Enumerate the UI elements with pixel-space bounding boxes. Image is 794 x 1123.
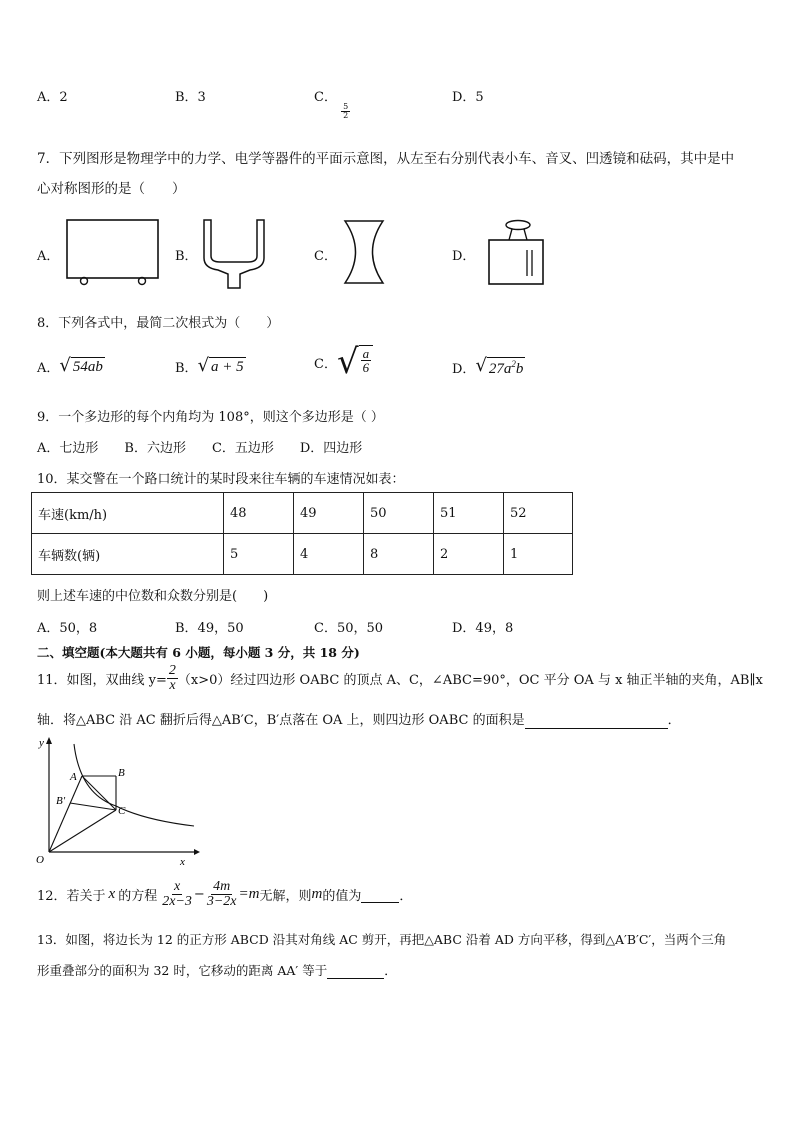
table-cell: 1 bbox=[504, 534, 573, 575]
weight-icon bbox=[485, 218, 547, 286]
table-cell: 49 bbox=[294, 493, 364, 534]
table-cell: 车速(km/h) bbox=[32, 493, 224, 534]
q6-option-c-fraction: $\frac{5}{2}$ bbox=[343, 102, 349, 120]
q11-stem-line2: 轴．将△ABC 沿 AC 翻折后得△AB′C，B′点落在 OA 上，则四边形 OABC 的面积是 ． bbox=[37, 713, 681, 728]
q7-stem-line1: 7．下列图形是物理学中的力学、电学等器件的平面示意图，从左至右分别代表小车、音叉、凹透镜和砝码，其中是中 bbox=[37, 151, 735, 167]
q6-option-c bbox=[314, 86, 350, 120]
q6-option-a: A．2 bbox=[37, 90, 68, 105]
cart-icon bbox=[64, 218, 164, 286]
speed-table bbox=[31, 492, 573, 575]
q6-option-c-label: C． bbox=[314, 90, 337, 105]
q7-stem-line2: 心对称图形的是（ ） bbox=[37, 181, 186, 197]
table-cell: 4 bbox=[294, 534, 364, 575]
q8-option-d-label: D． bbox=[452, 362, 476, 377]
q6-option-b: B．3 bbox=[175, 90, 206, 105]
q10-option-a: A．50，8 bbox=[37, 621, 98, 636]
label-o: O bbox=[36, 854, 44, 866]
q8-stem: 8．下列各式中，最简二次根式为（ ） bbox=[37, 316, 280, 331]
q8-option-d-radical: √ $27a^2b$ bbox=[475, 355, 524, 377]
q13-stem-line1: 13．如图，将边长为 12 的正方形 ABCD 沿其对角线 AC 剪开，再把△ABC 沿着 AD 方向平移，得到△A′B′C′，当两个三角 bbox=[37, 932, 727, 947]
concave-lens-icon bbox=[340, 218, 390, 286]
table-cell: 48 bbox=[224, 493, 294, 534]
q9-stem: 9．一个多边形的每个内角均为 108°，则这个多边形是（ ） bbox=[37, 410, 384, 425]
table-cell: 2 bbox=[434, 534, 504, 575]
label-x: x bbox=[180, 856, 185, 868]
q8-option-c-radical: √ $\frac{a}{6}$ bbox=[337, 345, 373, 379]
q8-option-a bbox=[37, 357, 105, 376]
q10-option-c: C．50，50 bbox=[314, 621, 384, 636]
q8-option-b-label: B． bbox=[175, 361, 198, 376]
q13-stem-line2: 形重叠部分的面积为 32 时，它移动的距离 AA′ 等于 ． bbox=[37, 963, 397, 978]
q8-option-c-label: C． bbox=[314, 356, 337, 372]
q10-option-d: D．49，8 bbox=[452, 621, 514, 636]
q10-stem: 10．某交警在一个路口统计的某时段来往车辆的车速情况如表： bbox=[37, 472, 405, 487]
q8-option-a-radical: √ 54ab bbox=[59, 355, 103, 376]
answer-blank[interactable] bbox=[361, 887, 399, 903]
q11-stem-line1: 11．如图，双曲线 y= $\frac{2}{x}$ （x>0）经过四边形 OABC 的顶点 A、C，∠ABC=90°，OC 平分 OA 与 x 轴正半轴的夹角，AB∥x bbox=[37, 663, 763, 693]
label-a: A bbox=[70, 771, 77, 783]
q8-option-c bbox=[314, 342, 373, 382]
q7-option-c-label: C． bbox=[314, 249, 337, 264]
q12-stem: 12．若关于 x 的方程 $\frac{x}{2x-3}$ − $\frac{4m}{3-2x}$ =m 无解，则 m 的值为 ． bbox=[37, 879, 413, 909]
answer-blank[interactable] bbox=[327, 963, 384, 979]
answer-blank[interactable] bbox=[525, 713, 668, 729]
table-cell: 车辆数(辆) bbox=[32, 534, 224, 575]
q11-fraction: $\frac{2}{x}$ bbox=[168, 663, 176, 693]
label-c: C bbox=[118, 805, 126, 817]
q11-figure bbox=[34, 734, 204, 869]
q10-option-b: B．49，50 bbox=[175, 621, 244, 636]
q12-fraction-2: $\frac{4m}{3-2x}$ bbox=[206, 879, 237, 909]
q6-option-d: D．5 bbox=[452, 90, 484, 105]
table-cell: 8 bbox=[364, 534, 434, 575]
q8-option-a-label: A． bbox=[37, 361, 60, 376]
q12-fraction-1: $\frac{x}{2x-3}$ bbox=[162, 879, 192, 909]
label-b-prime: B′ bbox=[56, 795, 66, 807]
label-b: B bbox=[118, 767, 125, 779]
table-row bbox=[32, 534, 573, 575]
table-cell: 5 bbox=[224, 534, 294, 575]
q7-option-a-label: A． bbox=[37, 249, 60, 264]
table-cell: 52 bbox=[504, 493, 573, 534]
tuning-fork-icon bbox=[200, 218, 270, 290]
q7-option-d-label: D． bbox=[452, 249, 476, 264]
table-row bbox=[32, 493, 573, 534]
q8-option-d bbox=[452, 357, 525, 378]
table-cell: 50 bbox=[364, 493, 434, 534]
section-title: 二、填空题(本大题共有 6 小题，每小题 3 分，共 18 分) bbox=[37, 645, 360, 660]
q8-option-b bbox=[175, 357, 246, 376]
q10-question: 则上述车速的中位数和众数分别是( ) bbox=[37, 589, 269, 604]
table-cell: 51 bbox=[434, 493, 504, 534]
q7-option-b-label: B． bbox=[175, 249, 198, 264]
q8-option-b-radical: √ a + 5 bbox=[197, 355, 244, 376]
q9-options: A．七边形 B．六边形 C．五边形 D．四边形 bbox=[37, 441, 363, 456]
label-y: y bbox=[39, 737, 44, 749]
